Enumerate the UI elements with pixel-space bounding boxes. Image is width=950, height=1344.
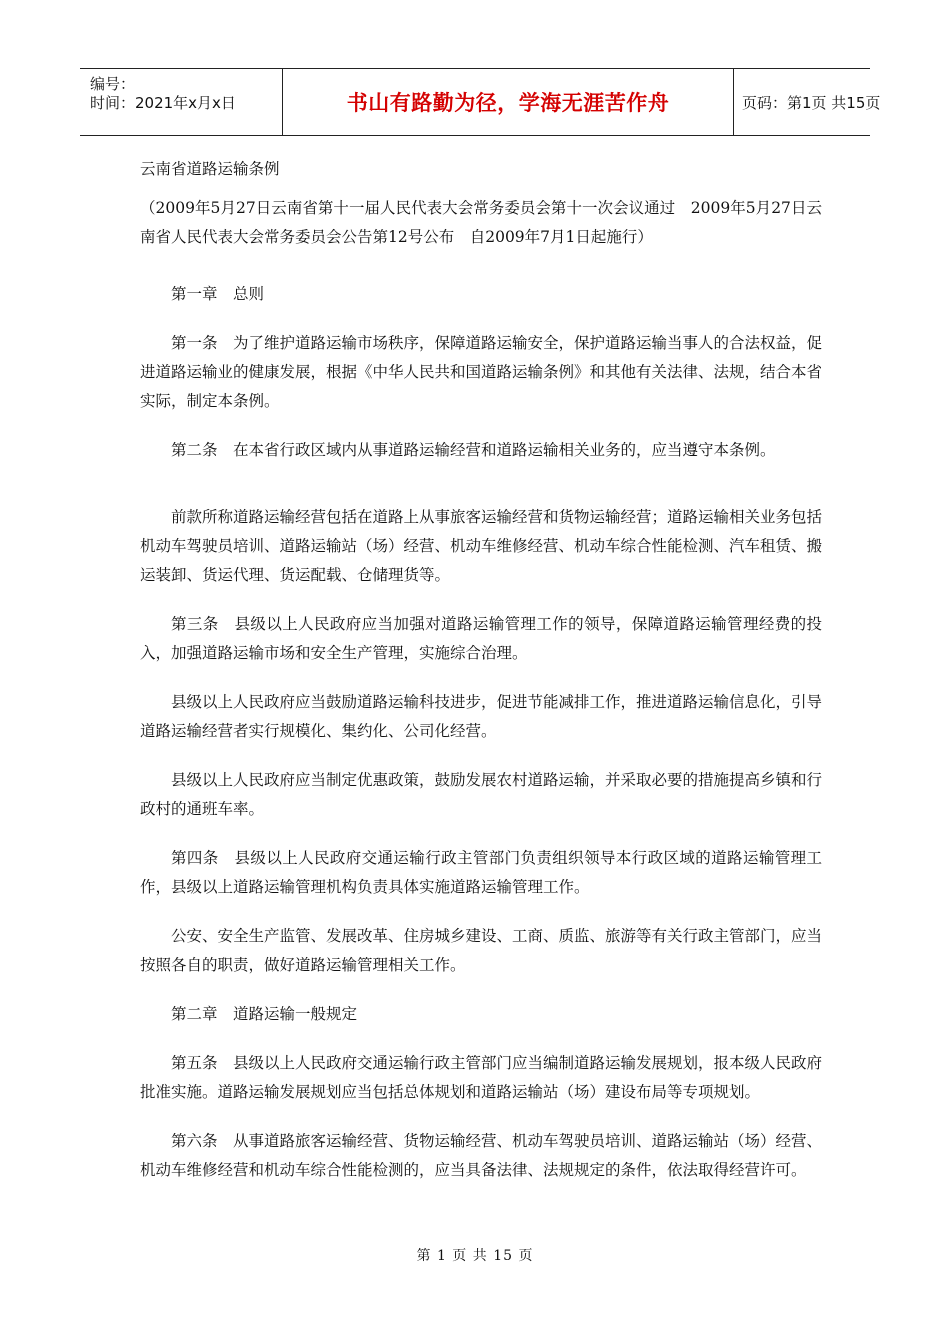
article-3-paragraph-2: 县级以上人民政府应当鼓励道路运输科技进步，促进节能减排工作，推进道路运输信息化，引导道路运输经营者实行规模化、集约化、公司化经营。: [140, 693, 823, 740]
chapter-heading-2: 第二章 道路运输一般规定: [171, 1005, 358, 1023]
page-header: [80, 68, 881, 136]
article-5: 第五条 县级以上人民政府交通运输行政主管部门应当编制道路运输发展规划，报本级人民政府批准实施。道路运输发展规划应当包括总体规划和道路运输站（场）建设布局等专项规划。: [140, 1054, 823, 1101]
article-6: 第六条 从事道路旅客运输经营、货物运输经营、机动车驾驶员培训、道路运输站（场）经营、机动车维修经营和机动车综合性能检测的，应当具备法律、法规规定的条件，依法取得经营许可。: [140, 1132, 823, 1179]
article-2: 第二条 在本省行政区域内从事道路运输经营和道路运输相关业务的，应当遵守本条例。: [171, 441, 776, 459]
article-3-paragraph-3: 县级以上人民政府应当制定优惠政策，鼓励发展农村道路运输，并采取必要的措施提高乡镇和行政村的通班车率。: [140, 771, 823, 818]
document-note: （2009年5月27日云南省第十一届人民代表大会常务委员会第十一次会议通过 2009年5月27日云南省人民代表大会常务委员会公告第12号公布 自2009年7月1日起施行）: [140, 199, 822, 246]
article-4-paragraph-2: 公安、安全生产监管、发展改革、住房城乡建设、工商、质监、旅游等有关行政主管部门，应当按照各自的职责，做好道路运输管理相关工作。: [140, 927, 823, 974]
chapter-heading-1: 第一章 总则: [171, 285, 265, 303]
document-title: 云南省道路运输条例: [140, 160, 280, 178]
article-3: 第三条 县级以上人民政府应当加强对道路运输管理工作的领导，保障道路运输管理经费的投入，加强道路运输市场和安全生产管理，实施综合治理。: [140, 615, 822, 662]
article-4: 第四条 县级以上人民政府交通运输行政主管部门负责组织领导本行政区域的道路运输管理工作，县级以上道路运输管理机构负责具体实施道路运输管理工作。: [140, 849, 822, 896]
page-footer: [0, 1245, 950, 1265]
document-number-label: 编号：: [90, 75, 136, 93]
document-body: [140, 155, 822, 1205]
article-1: 第一条 为了维护道路运输市场秩序，保障道路运输安全，保护道路运输当事人的合法权益，促进道路运输业的健康发展，根据《中华人民共和国道路运输条例》和其他有关法律、法规，结合本省实际，制定本条例。: [140, 334, 823, 410]
header-motto-cell: [282, 69, 734, 135]
footer-page-number: 第 1 页 共 15 页: [416, 1248, 534, 1264]
article-2-paragraph-2: 前款所称道路运输经营包括在道路上从事旅客运输经营和货物运输经营；道路运输相关业务包括机动车驾驶员培训、道路运输站（场）经营、机动车维修经营、机动车综合性能检测、汽车租赁、搬运装卸、货运代理、货运配载、仓储理货等。: [140, 508, 823, 584]
header-motto: 书山有路勤为径，学海无涯苦作舟: [346, 91, 670, 115]
document-date: 时间：2021年x月x日: [90, 94, 236, 112]
header-page-info: 页码：第1页 共15页: [742, 93, 881, 112]
header-meta: [80, 69, 282, 135]
